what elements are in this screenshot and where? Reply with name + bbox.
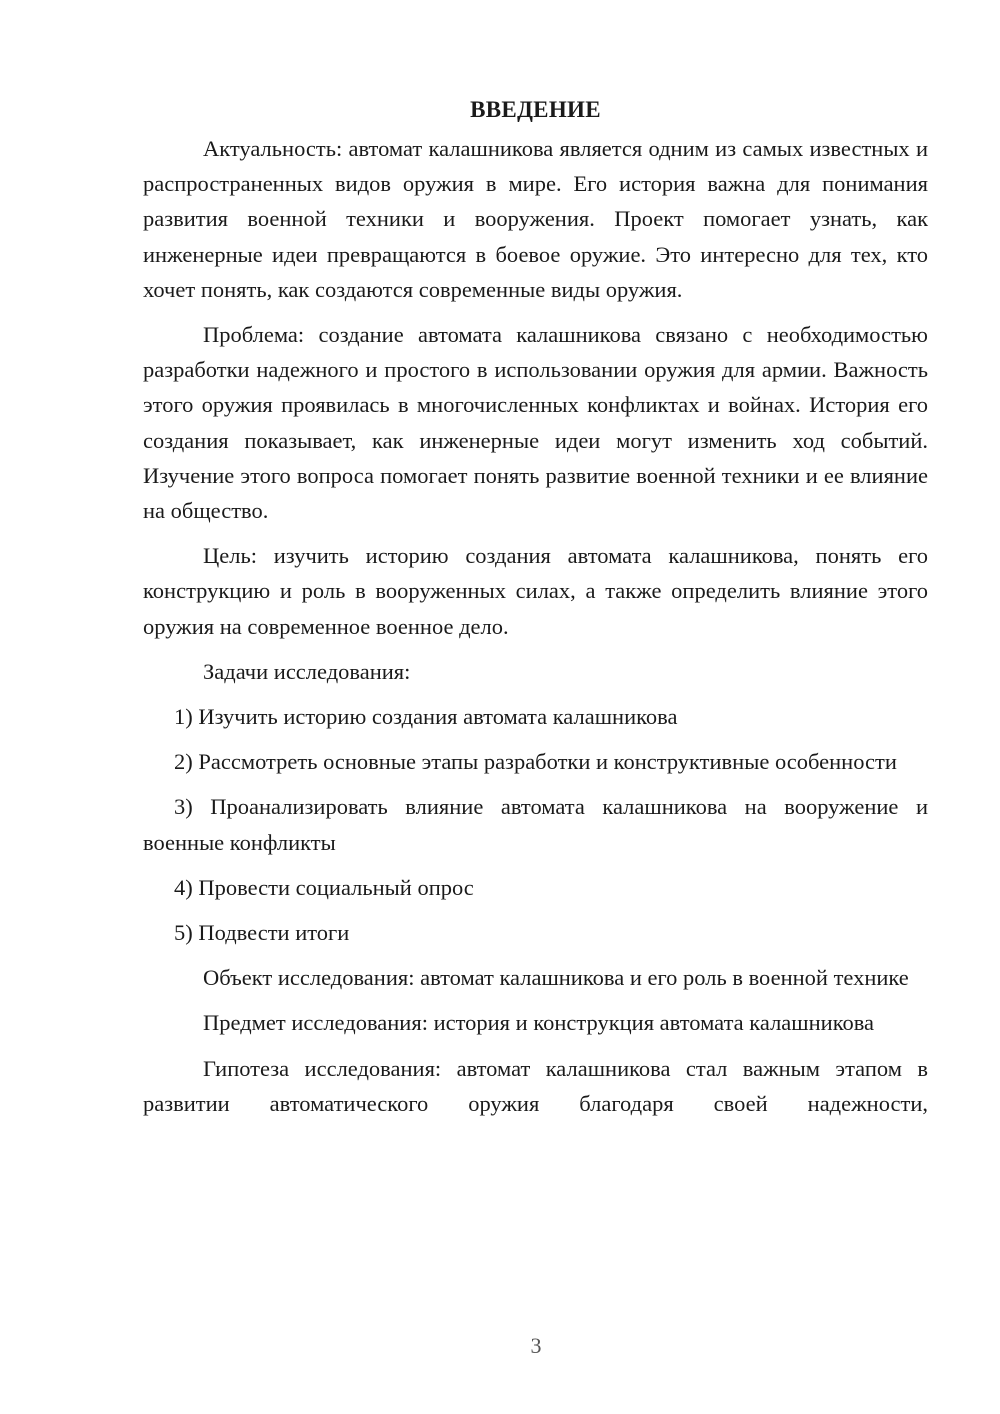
paragraph-object: Объект исследования: автомат калашникова и его роль в военной технике xyxy=(203,965,909,991)
paragraph-hypothesis: Гипотеза исследования: автомат калашникова стал важным этапом в развитии автоматического оружия благодаря своей надежности, xyxy=(143,1055,928,1116)
paragraph-problem: Проблема: создание автомата калашникова связано с необходимостью разработки надежного и простого в использовании оружия для армии. Важность этого оружия проявилась в многочисленных конфликтах и войнах. История его создания показывает, как инженерные идеи могут изменить ход событий. Изучение этого вопроса помогает понять развитие военной техники и ее влияние на общество. xyxy=(143,322,928,524)
page-number: 3 xyxy=(530,1333,542,1358)
document-page xyxy=(143,92,928,1131)
list-item: 3) Проанализировать влияние автомата калашникова на вооружение и военные конфликты xyxy=(143,794,928,855)
list-item: 5) Подвести итоги xyxy=(174,920,350,946)
list-item: 1) Изучить историю создания автомата калашникова xyxy=(174,704,678,730)
list-item: 4) Провести социальный опрос xyxy=(174,874,474,900)
paragraph-goal: Цель: изучить историю создания автомата калашникова, понять его конструкцию и роль в вооруженных силах, а также определить влияние этого оружия на современное военное дело. xyxy=(143,543,928,639)
tasks-title: Задачи исследования: xyxy=(203,658,411,684)
list-item: 2) Рассмотреть основные этапы разработки и конструктивные особенности xyxy=(174,749,897,775)
page-title: ВВЕДЕНИЕ xyxy=(470,97,601,122)
paragraph-subject: Предмет исследования: история и конструкция автомата калашникова xyxy=(203,1010,875,1036)
paragraph-relevance: Актуальность: автомат калашникова является одним из самых известных и распространенных видов оружия в мире. Его история важна для понимания развития военной техники и вооружения. Проект помогает узнать, как инженерные идеи превращаются в боевое оружие. Это интересно для тех, кто хочет понять, как создаются современные виды оружия. xyxy=(143,136,928,302)
tasks-list xyxy=(143,699,928,950)
